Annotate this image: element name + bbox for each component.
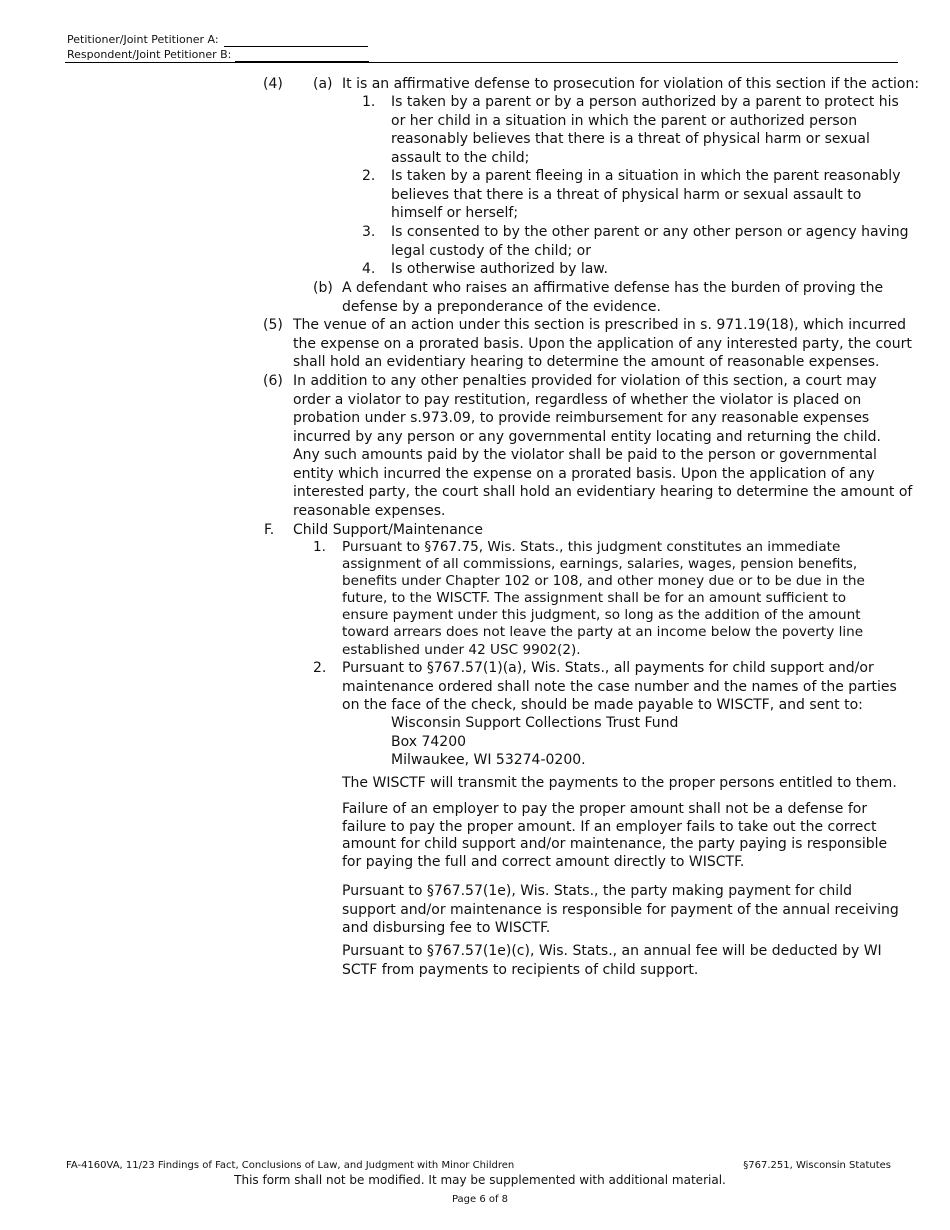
child-support-item-2-text bbox=[342, 659, 897, 715]
statute-reference: §767.251, Wisconsin Statutes bbox=[743, 1160, 891, 1171]
text-line: assignment of all commissions, earnings, salaries, wages, pension benefits, bbox=[342, 556, 858, 573]
section-6-text bbox=[293, 372, 912, 520]
text-line: Failure of an employer to pay the proper amount shall not be a defense for bbox=[342, 801, 868, 817]
section-4a-intro: It is an affirmative defense to prosecution for violation of this section if the action: bbox=[342, 76, 920, 92]
section-6-number: (6) bbox=[263, 373, 283, 389]
defense-item-3-number: 3. bbox=[362, 224, 376, 240]
text-line: support and/or maintenance is responsible for payment of the annual receiving bbox=[342, 901, 899, 918]
petitioner-label: Petitioner/Joint Petitioner A: bbox=[67, 33, 219, 46]
form-info: FA-4160VA, 11/23 Findings of Fact, Conclusions of Law, and Judgment with Minor Children bbox=[66, 1160, 515, 1171]
address-line: Wisconsin Support Collections Trust Fund bbox=[391, 715, 679, 731]
text-line: SCTF from payments to recipients of child support. bbox=[342, 961, 699, 978]
section-4-number: (4) bbox=[263, 76, 283, 92]
text-line: established under 42 USC 9902(2). bbox=[342, 641, 581, 658]
child-support-item-1-number: 1. bbox=[313, 539, 326, 555]
page-number: Page 6 of 8 bbox=[451, 1194, 509, 1205]
defense-item-2-text bbox=[391, 167, 900, 223]
defense-item-2-number: 2. bbox=[362, 168, 376, 184]
text-line: failure to pay the proper amount. If an employer fails to take out the correct bbox=[342, 818, 877, 835]
text-line: future, to the WISCTF. The assignment shall be for an amount sufficient to bbox=[342, 590, 847, 607]
text-line: Is taken by a parent fleeing in a situation in which the parent reasonably bbox=[391, 168, 901, 184]
text-line: reasonable expenses. bbox=[293, 502, 446, 519]
defense-item-1-text bbox=[391, 93, 899, 167]
text-line: interested party, the court shall hold an evidentiary hearing to determine the amount of bbox=[293, 484, 913, 500]
defense-item-1-number: 1. bbox=[362, 94, 376, 110]
section-4a-label: (a) bbox=[313, 76, 333, 92]
text-line: Is taken by a parent or by a person authorized by a parent to protect his bbox=[391, 94, 899, 110]
text-line: assault to the child; bbox=[391, 149, 530, 166]
text-line: A defendant who raises an affirmative defense has the burden of proving the bbox=[342, 280, 884, 296]
employer-failure-paragraph bbox=[342, 801, 887, 872]
text-line: for paying the full and correct amount directly to WISCTF. bbox=[342, 854, 745, 871]
annual-fee-paragraph bbox=[342, 882, 899, 938]
respondent-name-field[interactable] bbox=[235, 49, 369, 62]
text-line: reasonably believes that there is a threat of physical harm or sexual bbox=[391, 131, 870, 147]
text-line: Is otherwise authorized by law. bbox=[391, 261, 608, 277]
text-line: Pursuant to §767.57(1e), Wis. Stats., the party making payment for child bbox=[342, 883, 852, 899]
child-support-item-2-number: 2. bbox=[313, 660, 327, 676]
respondent-row bbox=[67, 47, 369, 62]
text-line: amount for child support and/or maintenance, the party paying is responsible bbox=[342, 836, 888, 853]
petitioner-row bbox=[67, 32, 369, 47]
text-line: benefits under Chapter 102 or 108, and other money due or to be due in the bbox=[342, 573, 865, 590]
defense-item-4-number: 4. bbox=[362, 261, 376, 277]
header-divider bbox=[65, 62, 898, 63]
text-line: order a violator to pay restitution, regardless of whether the violator is placed on bbox=[293, 391, 862, 408]
defense-item-3-text bbox=[391, 223, 909, 260]
payment-address bbox=[391, 714, 678, 770]
text-line: The venue of an action under this section is prescribed in s. 971.19(18), which incurred bbox=[293, 317, 907, 333]
section-4b-text bbox=[342, 279, 883, 316]
fee-deduction-paragraph bbox=[342, 942, 882, 979]
text-line: probation under s.973.09, to provide reimbursement for any reasonable expenses bbox=[293, 410, 870, 426]
section-5-text bbox=[293, 316, 912, 372]
text-line: Pursuant to §767.57(1e)(c), Wis. Stats., an annual fee will be deducted by WI bbox=[342, 943, 882, 959]
text-line: ensure payment under this judgment, so long as the addition of the amount bbox=[342, 607, 861, 624]
text-line: legal custody of the child; or bbox=[391, 242, 591, 259]
section-5-number: (5) bbox=[263, 317, 283, 333]
text-line: toward arrears does not leave the party at an income below the poverty line bbox=[342, 624, 864, 641]
text-line: maintenance ordered shall note the case number and the names of the parties bbox=[342, 678, 897, 695]
text-line: defense by a preponderance of the evidence. bbox=[342, 298, 661, 315]
text-line: incurred by any person or any governmental entity locating and returning the child. bbox=[293, 428, 881, 445]
respondent-label: Respondent/Joint Petitioner B: bbox=[67, 48, 232, 61]
caption-header bbox=[67, 32, 369, 62]
text-line: In addition to any other penalties provided for violation of this section, a court may bbox=[293, 373, 877, 389]
text-line: Is consented to by the other parent or any other person or agency having bbox=[391, 224, 909, 240]
modification-note: This form shall not be modified. It may be supplemented with additional material. bbox=[234, 1173, 726, 1187]
text-line: Any such amounts paid by the violator shall be paid to the person or governmental bbox=[293, 447, 877, 463]
text-line: and disbursing fee to WISCTF. bbox=[342, 920, 551, 936]
text-line: shall hold an evidentiary hearing to determine the amount of reasonable expenses. bbox=[293, 354, 880, 370]
text-line: or her child in a situation in which the parent or authorized person bbox=[391, 112, 858, 129]
address-line: Box 74200 bbox=[391, 733, 467, 750]
text-line: Pursuant to §767.75, Wis. Stats., this judgment constitutes an immediate bbox=[342, 539, 841, 555]
text-line: on the face of the check, should be made payable to WISCTF, and sent to: bbox=[342, 697, 863, 713]
section-4b-label: (b) bbox=[313, 280, 333, 296]
text-line: entity which incurred the expense on a prorated basis. Upon the application of any bbox=[293, 465, 875, 482]
section-f-letter: F. bbox=[264, 522, 275, 538]
text-line: the expense on a prorated basis. Upon the application of any interested party, the court bbox=[293, 335, 912, 352]
text-line: believes that there is a threat of physical harm or sexual assault to bbox=[391, 186, 862, 203]
transmit-note: The WISCTF will transmit the payments to the proper persons entitled to them. bbox=[342, 775, 897, 791]
text-line: himself or herself; bbox=[391, 205, 519, 221]
address-line: Milwaukee, WI 53274-0200. bbox=[391, 752, 586, 768]
child-support-item-1-text bbox=[342, 539, 865, 659]
section-f-title: Child Support/Maintenance bbox=[293, 522, 483, 538]
defense-item-4-text bbox=[391, 260, 608, 279]
petitioner-name-field[interactable] bbox=[224, 34, 368, 47]
text-line: Pursuant to §767.57(1)(a), Wis. Stats., all payments for child support and/or bbox=[342, 660, 874, 676]
